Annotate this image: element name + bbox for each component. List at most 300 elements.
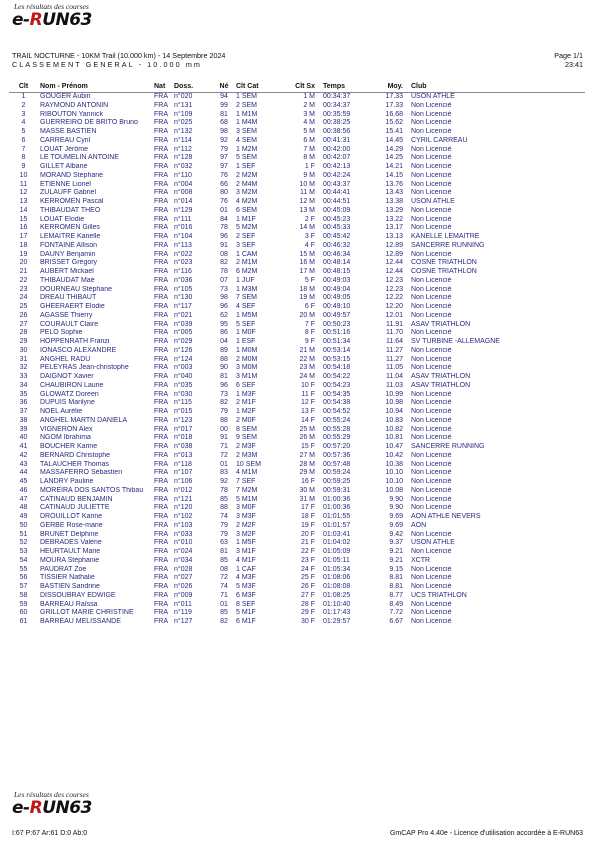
- cell-rank: 2: [21, 101, 26, 109]
- cell-cat-rank: 4 M1F: [236, 556, 256, 564]
- cell-born: 04: [220, 338, 228, 345]
- cell-name: THIBAUDAT THEO: [40, 206, 101, 214]
- table-row: [9, 478, 585, 487]
- cell-rank: 8: [21, 154, 26, 162]
- cell-sex-rank: 1 M: [303, 93, 315, 100]
- cell-rank: 16: [19, 224, 28, 232]
- cell-speed: 10.83: [385, 416, 403, 424]
- cell-club: ASAV TRIATHLON: [411, 381, 471, 389]
- cell-sex-rank: 6 M: [303, 136, 315, 144]
- cell-name: CARREAU Cyril: [40, 136, 91, 144]
- cell-cat-rank: 3 M3F: [236, 513, 256, 520]
- cell-born: 08: [220, 250, 228, 258]
- cell-rank: 33: [19, 373, 28, 380]
- cell-name: MASSAFERRO Sébastien: [40, 469, 123, 477]
- cell-born: 96: [220, 381, 228, 389]
- table-row: [9, 391, 585, 400]
- cell-sex-rank: 17 M: [299, 268, 315, 275]
- cell-sex-rank: 23 M: [299, 364, 315, 372]
- cell-nat: FRA: [154, 285, 168, 293]
- cell-nat: FRA: [154, 486, 168, 494]
- cell-name: GHEERAERT Elodie: [40, 303, 105, 310]
- cell-name: ANGHEL RADU: [40, 355, 91, 363]
- cell-nat: FRA: [154, 434, 168, 442]
- cell-rank: 37: [19, 408, 28, 415]
- cell-time: 00:49:04: [323, 285, 351, 293]
- cell-rank: 46: [19, 486, 28, 494]
- cell-rank: 36: [19, 399, 28, 407]
- cell-club: Non Licencié: [411, 574, 452, 582]
- cell-club: Non Licencié: [411, 285, 452, 293]
- table-row: [9, 522, 585, 531]
- cell-speed: 11.64: [386, 338, 403, 345]
- cell-rank: 20: [19, 259, 28, 267]
- cell-nat: FRA: [154, 163, 168, 170]
- cell-sex-rank: 2 M: [303, 101, 315, 109]
- cell-rank: 47: [19, 495, 28, 503]
- cell-club: SANCERRE RUNNING: [411, 443, 485, 450]
- cell-club: Non Licencié: [411, 215, 452, 223]
- cell-speed: 10.42: [385, 451, 403, 459]
- cell-sex-rank: 11 F: [301, 390, 315, 398]
- cell-rank: 58: [19, 591, 28, 599]
- cell-name: GUERREIRO DE BRITO Bruno: [40, 119, 138, 127]
- cell-speed: 10.08: [385, 486, 403, 494]
- cell-name: HOPPENRATH Franzi: [40, 338, 110, 345]
- cell-club: Non Licencié: [411, 530, 452, 538]
- cell-born: 96: [220, 233, 228, 240]
- cell-bib: n°034: [174, 556, 193, 564]
- cell-club: USON ATHLE: [411, 539, 455, 547]
- cell-speed: 9.15: [389, 565, 403, 573]
- cell-cat-rank: 8 SEM: [236, 425, 258, 433]
- cell-rank: 60: [19, 609, 28, 617]
- table-row: [9, 338, 585, 347]
- cell-club: UCS TRIATHLON: [411, 591, 467, 599]
- cell-bib: n°126: [174, 346, 193, 354]
- results-body: [9, 93, 585, 627]
- logo-bottom: [12, 790, 92, 824]
- table-row: [9, 487, 585, 496]
- cell-bib: n°110: [174, 171, 192, 179]
- cell-bib: n°030: [174, 390, 193, 398]
- cell-sex-rank: 10 F: [300, 381, 315, 389]
- table-row: [9, 286, 585, 295]
- cell-time: 00:49:57: [323, 311, 351, 319]
- cell-cat-rank: 3 M0M: [236, 364, 258, 372]
- cell-bib: n°129: [174, 206, 193, 214]
- cell-rank: 31: [19, 355, 28, 363]
- cell-club: AON: [411, 521, 427, 529]
- cell-born: 08: [220, 565, 228, 573]
- cell-nat: FRA: [154, 268, 168, 275]
- cell-speed: 17.33: [385, 93, 403, 100]
- cell-cat-rank: 3 SEM: [236, 128, 258, 135]
- cell-cat-rank: 4 SEF: [236, 303, 256, 310]
- cell-club: ASAV TRIATHLON: [411, 320, 471, 328]
- cell-bib: n°028: [174, 565, 193, 573]
- cell-club: Non Licencié: [411, 565, 452, 573]
- cell-speed: 12.01: [385, 311, 403, 319]
- cell-rank: 4: [21, 119, 26, 127]
- cell-cat-rank: 3 M1M: [236, 373, 258, 380]
- cell-speed: 10.94: [385, 408, 403, 415]
- cell-speed: 8.81: [389, 583, 403, 590]
- cell-nat: FRA: [154, 591, 168, 599]
- cell-speed: 11.91: [386, 320, 403, 328]
- cell-name: GERBE Rose-marie: [40, 521, 103, 529]
- cell-nat: FRA: [154, 136, 168, 144]
- cell-time: 01:01:55: [323, 513, 351, 520]
- cell-name: BARREAU MELISSANDE: [40, 618, 121, 625]
- cell-speed: 10.38: [385, 460, 403, 468]
- cell-cat-rank: 5 M3F: [236, 583, 256, 590]
- cell-time: 00:57:36: [323, 451, 351, 459]
- cell-club: Non Licencié: [411, 355, 452, 363]
- cell-nat: FRA: [154, 548, 168, 555]
- cell-sex-rank: 29 F: [300, 609, 315, 617]
- cell-bib: n°117: [174, 303, 192, 310]
- cell-nat: FRA: [154, 521, 168, 529]
- cell-nat: FRA: [154, 338, 168, 345]
- cell-rank: 51: [19, 530, 28, 538]
- cell-name: LEMAITRE Kanelle: [40, 233, 101, 240]
- cell-born: 98: [220, 294, 228, 302]
- cell-cat-rank: 7 M2M: [236, 486, 258, 494]
- cell-sex-rank: 13 F: [300, 408, 315, 415]
- cell-born: 74: [220, 513, 228, 520]
- cell-born: 86: [220, 329, 228, 337]
- cell-time: 00:44:51: [323, 198, 351, 205]
- cell-bib: n°021: [174, 311, 193, 319]
- table-row: [9, 461, 585, 470]
- cell-name: IONASCO ALEXANDRE: [40, 346, 117, 354]
- cell-club: Non Licencié: [411, 504, 452, 512]
- cell-time: 00:48:14: [323, 259, 351, 267]
- cell-bib: n°038: [174, 443, 193, 450]
- cell-sex-rank: 22 M: [299, 355, 315, 363]
- cell-club: SV TURBINE -ALLEMAGNE: [411, 338, 500, 345]
- cell-rank: 35: [19, 390, 28, 398]
- cell-born: 76: [220, 198, 228, 205]
- cell-rank: 53: [19, 548, 28, 555]
- cell-name: LANDRY Pauline: [40, 478, 94, 485]
- cell-club: Non Licencié: [411, 451, 452, 459]
- cell-sex-rank: 30 F: [300, 618, 315, 625]
- cell-rank: 45: [19, 478, 28, 485]
- table-row: [9, 163, 585, 172]
- table-row: [9, 294, 585, 303]
- table-row: [9, 592, 585, 601]
- table-row: [9, 618, 585, 627]
- cell-born: 82: [220, 259, 228, 267]
- cell-bib: n°032: [174, 163, 193, 170]
- cell-rank: 56: [19, 574, 28, 582]
- cell-club: Non Licencié: [411, 618, 452, 625]
- cell-bib: n°130: [174, 294, 193, 302]
- cell-born: 78: [220, 268, 228, 275]
- cell-bib: n°107: [174, 469, 193, 477]
- cell-rank: 13: [19, 198, 28, 205]
- col-header-born: Né: [212, 80, 236, 93]
- cell-time: 01:17:43: [323, 609, 351, 617]
- cell-nat: FRA: [154, 364, 168, 372]
- cell-cat-rank: 2 M0M: [236, 355, 258, 363]
- cell-rank: 22: [19, 276, 28, 284]
- cell-club: Non Licencié: [411, 609, 452, 617]
- cell-time: 01:08:08: [323, 583, 351, 590]
- cell-nat: FRA: [154, 320, 168, 328]
- cell-born: 71: [220, 591, 228, 599]
- cell-born: 72: [220, 451, 228, 459]
- cell-rank: 40: [19, 434, 28, 442]
- cell-nat: FRA: [154, 206, 168, 214]
- cell-club: Non Licencié: [411, 416, 452, 424]
- cell-sex-rank: 20 M: [299, 311, 315, 319]
- cell-nat: FRA: [154, 443, 168, 450]
- cell-club: Non Licencié: [411, 119, 452, 127]
- cell-name: CHAUBIRON Laurie: [40, 381, 104, 389]
- cell-club: Non Licencié: [411, 469, 452, 477]
- table-row: [9, 574, 585, 583]
- cell-speed: 12.44: [385, 259, 403, 267]
- cell-sex-rank: 16 F: [300, 478, 315, 485]
- cell-name: MOURA Stéphanie: [40, 556, 100, 564]
- cell-sex-rank: 1 F: [304, 163, 315, 170]
- cell-rank: 1: [21, 93, 26, 100]
- cell-born: 95: [220, 320, 228, 328]
- cell-bib: n°024: [174, 548, 193, 555]
- cell-cat-rank: 10 SEM: [236, 460, 261, 468]
- cell-speed: 12.20: [385, 303, 403, 310]
- cell-club: Non Licencié: [411, 364, 452, 372]
- table-row: [9, 539, 585, 548]
- cell-time: 00:49:05: [323, 294, 351, 302]
- cell-name: THIBAUDAT Maé: [40, 276, 95, 284]
- cell-time: 00:55:29: [323, 434, 351, 442]
- cell-nat: FRA: [154, 198, 168, 205]
- cell-time: 01:04:02: [323, 539, 351, 547]
- cell-nat: FRA: [154, 189, 168, 197]
- cell-bib: n°016: [174, 224, 193, 232]
- cell-nat: FRA: [154, 390, 168, 398]
- cell-nat: FRA: [154, 539, 168, 547]
- cell-speed: 14.15: [385, 171, 403, 179]
- cell-sex-rank: 12 M: [299, 198, 315, 205]
- cell-bib: n°017: [174, 425, 193, 433]
- cell-name: RAYMOND ANTONIN: [40, 101, 109, 109]
- cell-name: DEBRADES Valérie: [40, 539, 102, 547]
- cell-sex-rank: 8 F: [304, 329, 315, 337]
- cell-rank: 38: [19, 416, 28, 424]
- cell-rank: 59: [19, 600, 28, 608]
- cell-speed: 10.81: [385, 434, 403, 442]
- cell-rank: 17: [19, 233, 28, 240]
- cell-club: Non Licencié: [411, 399, 452, 407]
- table-row: [9, 373, 585, 382]
- col-header-name: Nom - Prénom: [38, 80, 154, 93]
- cell-speed: 12.23: [385, 276, 403, 284]
- cell-nat: FRA: [154, 171, 168, 179]
- cell-nat: FRA: [154, 381, 168, 389]
- cell-bib: n°020: [174, 93, 193, 100]
- cell-born: 96: [220, 303, 228, 310]
- cell-nat: FRA: [154, 276, 168, 284]
- cell-sex-rank: 17 F: [300, 504, 315, 512]
- cell-born: 81: [220, 110, 228, 118]
- cell-name: KERROMEN Gilles: [40, 224, 100, 232]
- cell-bib: n°011: [174, 600, 192, 608]
- cell-name: GOUGER Aubin: [40, 93, 91, 100]
- cell-nat: FRA: [154, 303, 168, 310]
- cell-club: Non Licencié: [411, 583, 452, 590]
- cell-speed: 10.47: [385, 443, 403, 450]
- cell-nat: FRA: [154, 513, 168, 520]
- cell-sex-rank: 28 M: [299, 460, 315, 468]
- cell-bib: n°018: [174, 434, 193, 442]
- cell-born: 07: [220, 276, 228, 284]
- cell-born: 85: [220, 609, 228, 617]
- cell-bib: n°123: [174, 416, 193, 424]
- cell-time: 00:50:23: [323, 320, 351, 328]
- cell-cat-rank: 1 SEM: [236, 93, 258, 100]
- cell-time: 00:41:31: [323, 136, 351, 144]
- cell-bib: n°005: [174, 329, 193, 337]
- cell-born: 91: [220, 434, 228, 442]
- cell-name: DAIGNOT Xavier: [40, 373, 94, 380]
- cell-born: 72: [220, 574, 228, 582]
- cell-time: 00:59:31: [323, 486, 351, 494]
- cell-bib: n°127: [174, 618, 193, 625]
- cell-cat-rank: 4 SEM: [236, 136, 258, 144]
- cell-sex-rank: 20 F: [300, 530, 315, 538]
- cell-speed: 13.17: [385, 224, 403, 232]
- cell-time: 01:05:09: [323, 548, 351, 555]
- cell-name: BRISSET Grégory: [40, 259, 98, 267]
- col-header-speed: Moy.: [377, 80, 409, 93]
- cell-time: 00:38:25: [323, 119, 351, 127]
- cell-born: 81: [220, 373, 228, 380]
- col-header-time: Temps: [319, 80, 377, 93]
- cell-cat-rank: 4 M1M: [236, 469, 258, 477]
- cell-bib: n°036: [174, 276, 193, 284]
- cell-club: Non Licencié: [411, 408, 452, 415]
- table-row: [9, 224, 585, 233]
- cell-name: ANGHEL MARTN DANIELA: [40, 416, 128, 424]
- cell-rank: 55: [19, 565, 28, 573]
- cell-sex-rank: 30 M: [299, 486, 315, 494]
- cell-name: DROUILLOT Karine: [40, 513, 103, 520]
- cell-born: 85: [220, 556, 228, 564]
- cell-born: 80: [220, 189, 228, 197]
- cell-nat: FRA: [154, 346, 168, 354]
- table-row: [9, 434, 585, 443]
- cell-cat-rank: 2 M2F: [236, 521, 256, 529]
- col-header-cat-rank: Clt Cat: [236, 80, 285, 93]
- cell-time: 00:54:35: [323, 390, 351, 398]
- cell-sex-rank: 14 M: [299, 224, 315, 232]
- table-row: [9, 277, 585, 286]
- cell-bib: n°012: [174, 486, 193, 494]
- cell-time: 00:54:22: [323, 373, 351, 380]
- logo-brand: e-RUN63: [12, 798, 92, 818]
- cell-speed: 11.05: [386, 364, 403, 372]
- cell-rank: 12: [19, 189, 28, 197]
- cell-club: Non Licencié: [411, 486, 452, 494]
- cell-nat: FRA: [154, 224, 168, 232]
- cell-time: 00:48:15: [323, 268, 351, 275]
- cell-club: CYRIL CARREAU: [411, 136, 468, 144]
- cell-nat: FRA: [154, 495, 168, 503]
- cell-born: 79: [220, 530, 228, 538]
- table-row: [9, 399, 585, 408]
- cell-rank: 23: [19, 285, 28, 293]
- cell-time: 01:05:34: [323, 565, 351, 573]
- cell-name: GILLET Albane: [40, 163, 88, 170]
- cell-speed: 11.27: [386, 355, 403, 363]
- cell-speed: 10.82: [385, 425, 403, 433]
- cell-rank: 43: [19, 460, 28, 468]
- cell-nat: FRA: [154, 460, 168, 468]
- cell-speed: 8.77: [389, 591, 403, 599]
- cell-born: 81: [220, 548, 228, 555]
- cell-cat-rank: 5 SEM: [236, 154, 258, 162]
- cell-bib: n°023: [174, 259, 193, 267]
- cell-sex-rank: 27 F: [300, 591, 315, 599]
- cell-born: 79: [220, 408, 228, 415]
- cell-name: ETIENNE Lionel: [40, 180, 91, 188]
- table-row: [9, 137, 585, 146]
- cell-cat-rank: 2 SEF: [236, 233, 256, 240]
- cell-speed: 14.45: [385, 136, 403, 144]
- cell-cat-rank: 1 M0M: [236, 346, 258, 354]
- table-row: [9, 601, 585, 610]
- ranking-subtitle: CLASSEMENT GENERAL - 10.000 mm: [12, 60, 203, 69]
- cell-club: Non Licencié: [411, 101, 452, 109]
- cell-name: DISSOUBRAY EDWIGE: [40, 591, 116, 599]
- cell-name: ZULAUFF Gabriel: [40, 189, 97, 197]
- cell-name: BRUNET Delphine: [40, 530, 99, 538]
- cell-sex-rank: 28 F: [300, 600, 315, 608]
- cell-club: Non Licencié: [411, 154, 452, 162]
- cell-cat-rank: 1 M3M: [236, 285, 258, 293]
- cell-bib: n°014: [174, 198, 193, 205]
- cell-born: 74: [220, 583, 228, 590]
- cell-name: TALAUCHER Thomas: [40, 460, 109, 468]
- cell-name: CATINAUD BENJAMIN: [40, 495, 113, 503]
- cell-sex-rank: 7 M: [303, 145, 315, 153]
- cell-born: 88: [220, 504, 228, 512]
- footer-license: GmCAP Pro 4.40e - Licence d'utilisation accordée à E-RUN63: [389, 830, 583, 837]
- cell-time: 00:55:24: [323, 416, 351, 424]
- cell-nat: FRA: [154, 119, 168, 127]
- cell-sex-rank: 4 M: [303, 119, 315, 127]
- cell-rank: 7: [21, 145, 26, 153]
- cell-born: 94: [220, 93, 228, 100]
- cell-cat-rank: 8 SEF: [236, 600, 256, 608]
- cell-bib: n°009: [174, 591, 193, 599]
- cell-bib: n°115: [174, 399, 192, 407]
- cell-bib: n°029: [174, 338, 193, 345]
- cell-nat: FRA: [154, 180, 168, 188]
- cell-bib: n°106: [174, 478, 193, 485]
- table-row: [9, 128, 585, 137]
- table-row: [9, 259, 585, 268]
- cell-cat-rank: 1 M2M: [236, 145, 258, 153]
- cell-nat: FRA: [154, 233, 168, 240]
- cell-nat: FRA: [154, 250, 168, 258]
- cell-speed: 12.89: [385, 250, 403, 258]
